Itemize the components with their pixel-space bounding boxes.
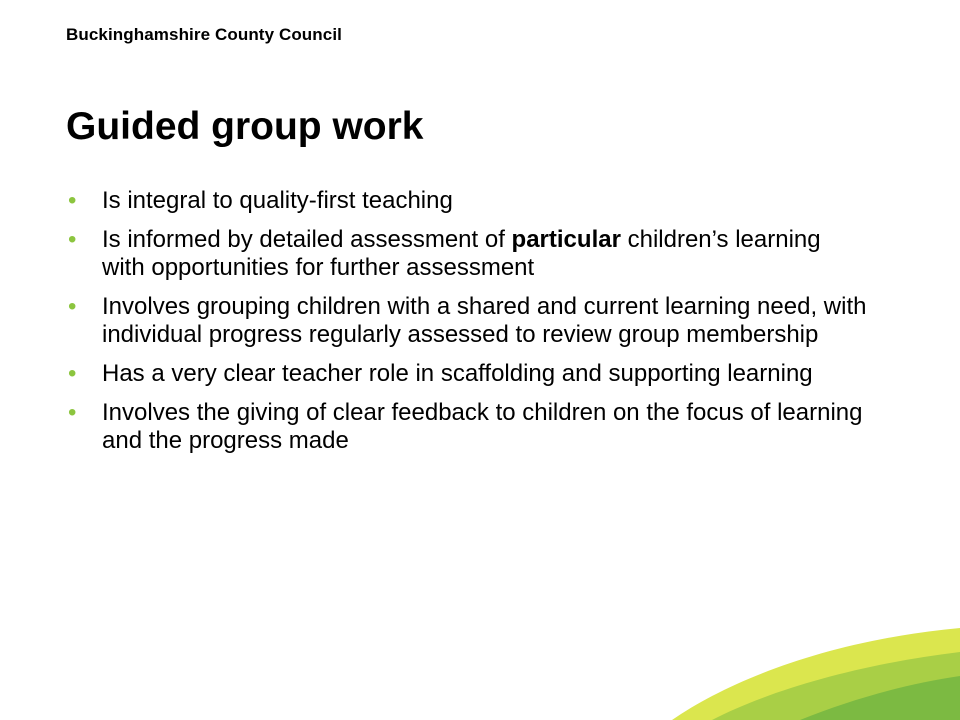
swoosh-mid bbox=[712, 652, 960, 720]
swoosh-dark bbox=[800, 676, 960, 720]
bullet-text: Involves grouping children with a shared and current learning need, with individual progress regularly assessed to review group membership bbox=[102, 293, 867, 348]
bullet-item bbox=[68, 187, 868, 215]
bullet-text: Involves the giving of clear feedback to children on the focus of learning and the progress made bbox=[102, 399, 863, 454]
bullet-text-after: children’s learning with opportunities for further assessment bbox=[102, 226, 821, 281]
bullet-marker: • bbox=[68, 360, 77, 387]
swoosh-light bbox=[672, 628, 960, 720]
bullet-text-emphasis: particular bbox=[511, 226, 621, 253]
bullet-item bbox=[68, 293, 868, 349]
bullet-marker: • bbox=[68, 293, 77, 320]
bullet-list bbox=[68, 187, 868, 466]
bullet-item bbox=[68, 226, 868, 282]
bullet-text-before: Is informed by detailed assessment of bbox=[102, 226, 512, 253]
slide-title: Guided group work bbox=[66, 105, 424, 148]
bullet-item bbox=[68, 399, 868, 455]
bullet-marker: • bbox=[68, 187, 77, 214]
bullet-text: Is integral to quality-first teaching bbox=[102, 187, 453, 214]
bullet-marker: • bbox=[68, 399, 77, 426]
bullet-text bbox=[102, 226, 821, 281]
bullet-item bbox=[68, 360, 868, 388]
bullet-marker: • bbox=[68, 226, 77, 253]
bullet-text: Has a very clear teacher role in scaffolding and supporting learning bbox=[102, 360, 813, 387]
organisation-name: Buckinghamshire County Council bbox=[66, 25, 342, 44]
